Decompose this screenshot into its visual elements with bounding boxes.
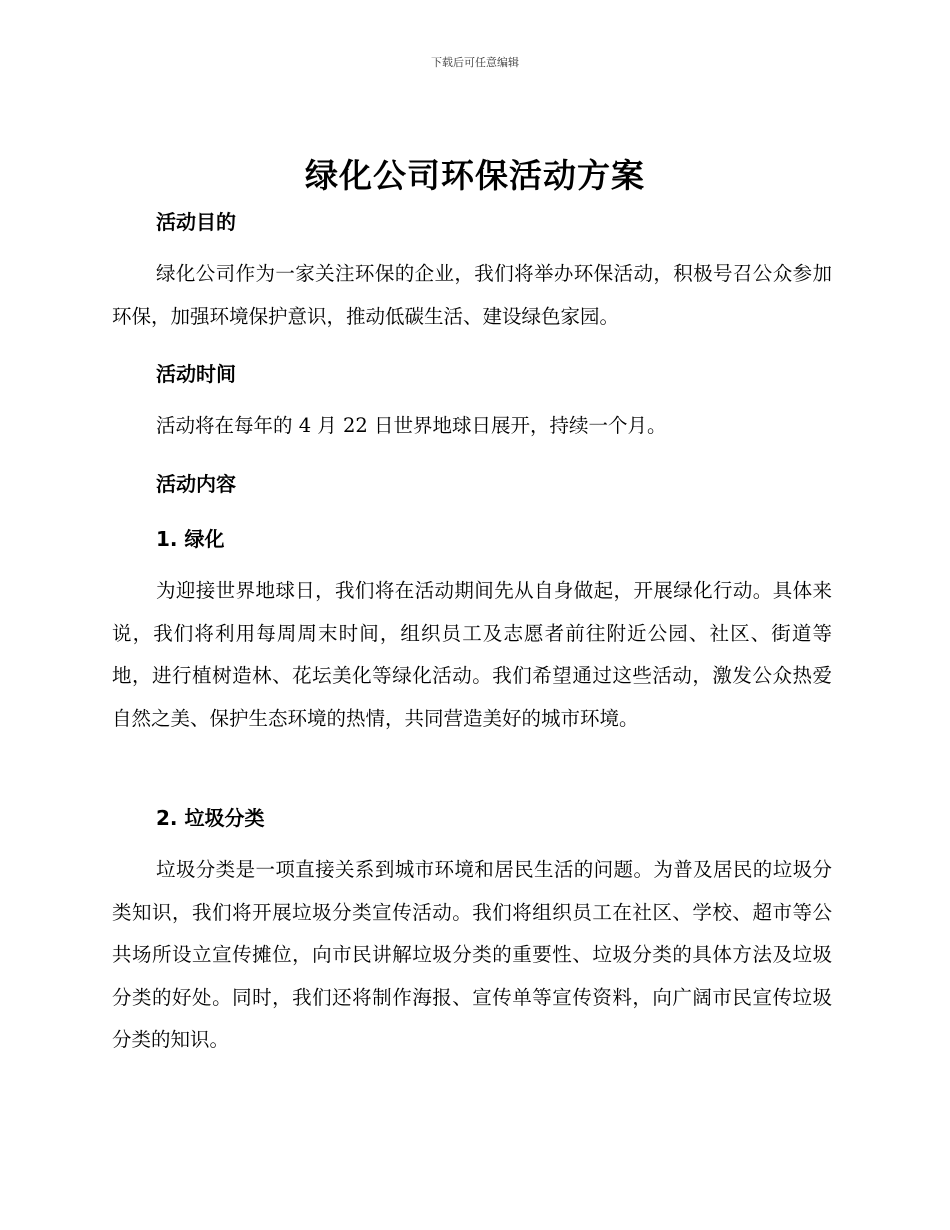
- paragraph-purpose: 绿化公司作为一家关注环保的企业，我们将举办环保活动，积极号召公众参加环保，加强环境保护意识，推动低碳生活、建设绿色家园。: [112, 262, 832, 328]
- heading-item-sorting: 2. 垃圾分类: [156, 806, 265, 830]
- paragraph-sorting: 垃圾分类是一项直接关系到城市环境和居民生活的问题。为普及居民的垃圾分类知识，我们将开展垃圾分类宣传活动。我们将组织员工在社区、学校、超市等公共场所设立宣传摊位，向市民讲解垃圾分类的重要性、垃圾分类的具体方法及垃圾分类的好处。同时，我们还将制作海报、宣传单等宣传资料，向广阔市民宣传垃圾分类的知识。: [112, 858, 832, 1051]
- document-title: 绿化公司环保活动方案: [305, 156, 645, 195]
- paragraph-time: 活动将在每年的 4 月 22 日世界地球日展开，持续一个月。: [156, 414, 667, 437]
- header-note: 下载后可任意编辑: [431, 56, 519, 69]
- heading-time: 活动时间: [156, 362, 236, 386]
- heading-purpose: 活动目的: [156, 210, 236, 234]
- paragraph-greening: 为迎接世界地球日，我们将在活动期间先从自身做起，开展绿化行动。具体来说，我们将利用每周周末时间，组织员工及志愿者前往附近公园、社区、街道等地，进行植树造林、花坛美化等绿化活动。我们希望通过这些活动，激发公众热爱自然之美、保护生态环境的热情，共同营造美好的城市环境。: [112, 579, 832, 730]
- heading-item-greening: 1. 绿化: [156, 527, 225, 551]
- heading-content: 活动内容: [156, 472, 236, 496]
